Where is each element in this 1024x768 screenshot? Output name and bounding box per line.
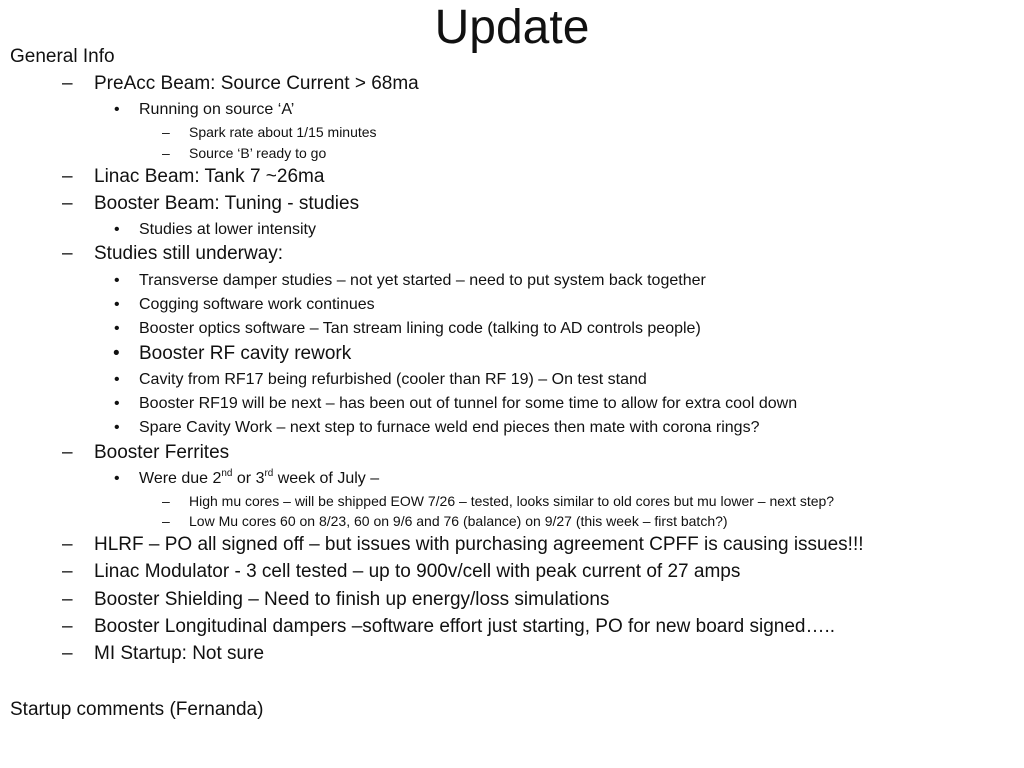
dash-marker: – [162, 513, 170, 529]
high-mu-item: High mu cores – will be shipped EOW 7/26 – tested, looks similar to old cores but mu lower – next step? [189, 493, 835, 509]
dash-marker: – [62, 243, 73, 264]
were-due-item [139, 469, 379, 489]
spark-rate-item: Spark rate about 1/15 minutes [189, 124, 377, 140]
studies-lower-item: Studies at lower intensity [139, 221, 316, 238]
low-mu-item: Low Mu cores 60 on 8/23, 60 on 9/6 and 76 (balance) on 9/27 (this week – first batch?) [189, 513, 728, 529]
bullet-marker: • [113, 343, 120, 364]
spare-cavity-item: Spare Cavity Work – next step to furnace weld end pieces then mate with corona rings? [139, 419, 760, 436]
cavity-rf17-item: Cavity from RF17 being refurbished (cooler than RF 19) – On test stand [139, 371, 647, 388]
booster-beam-item: Booster Beam: Tuning - studies [94, 193, 360, 214]
booster-rf19-item: Booster RF19 will be next – has been out of tunnel for some time to allow for extra cool down [139, 395, 798, 412]
bullet-marker: • [114, 101, 120, 118]
linac-beam-item: Linac Beam: Tank 7 ~26ma [94, 166, 325, 187]
linac-modulator-item: Linac Modulator - 3 cell tested – up to 900v/cell with peak current of 27 amps [94, 561, 741, 582]
mi-startup-item: MI Startup: Not sure [94, 643, 265, 664]
bullet-marker: • [114, 272, 120, 289]
preacc-item: PreAcc Beam: Source Current > 68ma [94, 73, 419, 94]
were-due-part1: Were due 2 [139, 470, 222, 487]
running-source-a-item: Running on source ‘A’ [139, 101, 295, 118]
bullet-marker: • [114, 320, 120, 337]
dash-marker: – [62, 166, 73, 187]
bullet-marker: • [114, 296, 120, 313]
general-info-heading: General Info [10, 46, 115, 67]
were-due-part3: week of July – [273, 470, 380, 487]
booster-optics-item: Booster optics software – Tan stream lining code (talking to AD controls people) [139, 320, 701, 337]
dash-marker: – [62, 534, 73, 555]
dash-marker: – [62, 193, 73, 214]
were-due-sup1: nd [221, 467, 233, 479]
bullet-marker: • [114, 221, 120, 238]
dash-marker: – [62, 442, 73, 463]
dash-marker: – [162, 493, 170, 509]
slide-title: Update [434, 1, 590, 54]
source-b-item: Source ‘B’ ready to go [189, 145, 327, 161]
dash-marker: – [62, 561, 73, 582]
rf-cavity-item: Booster RF cavity rework [139, 343, 352, 364]
were-due-part2: or 3 [232, 470, 265, 487]
longitudinal-dampers-item: Booster Longitudinal dampers –software effort just starting, PO for new board signed….. [94, 616, 836, 637]
cogging-item: Cogging software work continues [139, 296, 375, 313]
dash-marker: – [62, 589, 73, 610]
startup-comments: Startup comments (Fernanda) [10, 699, 264, 720]
dash-marker: – [62, 73, 73, 94]
were-due-sup2: rd [264, 467, 274, 479]
bullet-marker: • [114, 395, 120, 412]
dash-marker: – [62, 643, 73, 664]
studies-underway-item: Studies still underway: [94, 243, 284, 264]
dash-marker: – [62, 616, 73, 637]
ferrites-item: Booster Ferrites [94, 442, 230, 463]
hlrf-item: HLRF – PO all signed off – but issues with purchasing agreement CPFF is causing issues!!! [94, 534, 864, 555]
bullet-marker: • [114, 371, 120, 388]
booster-shielding-item: Booster Shielding – Need to finish up energy/loss simulations [94, 589, 610, 610]
transverse-item: Transverse damper studies – not yet started – need to put system back together [139, 272, 706, 289]
dash-marker: – [162, 124, 170, 140]
bullet-marker: • [114, 470, 120, 487]
dash-marker: – [162, 145, 170, 161]
bullet-marker: • [114, 419, 120, 436]
